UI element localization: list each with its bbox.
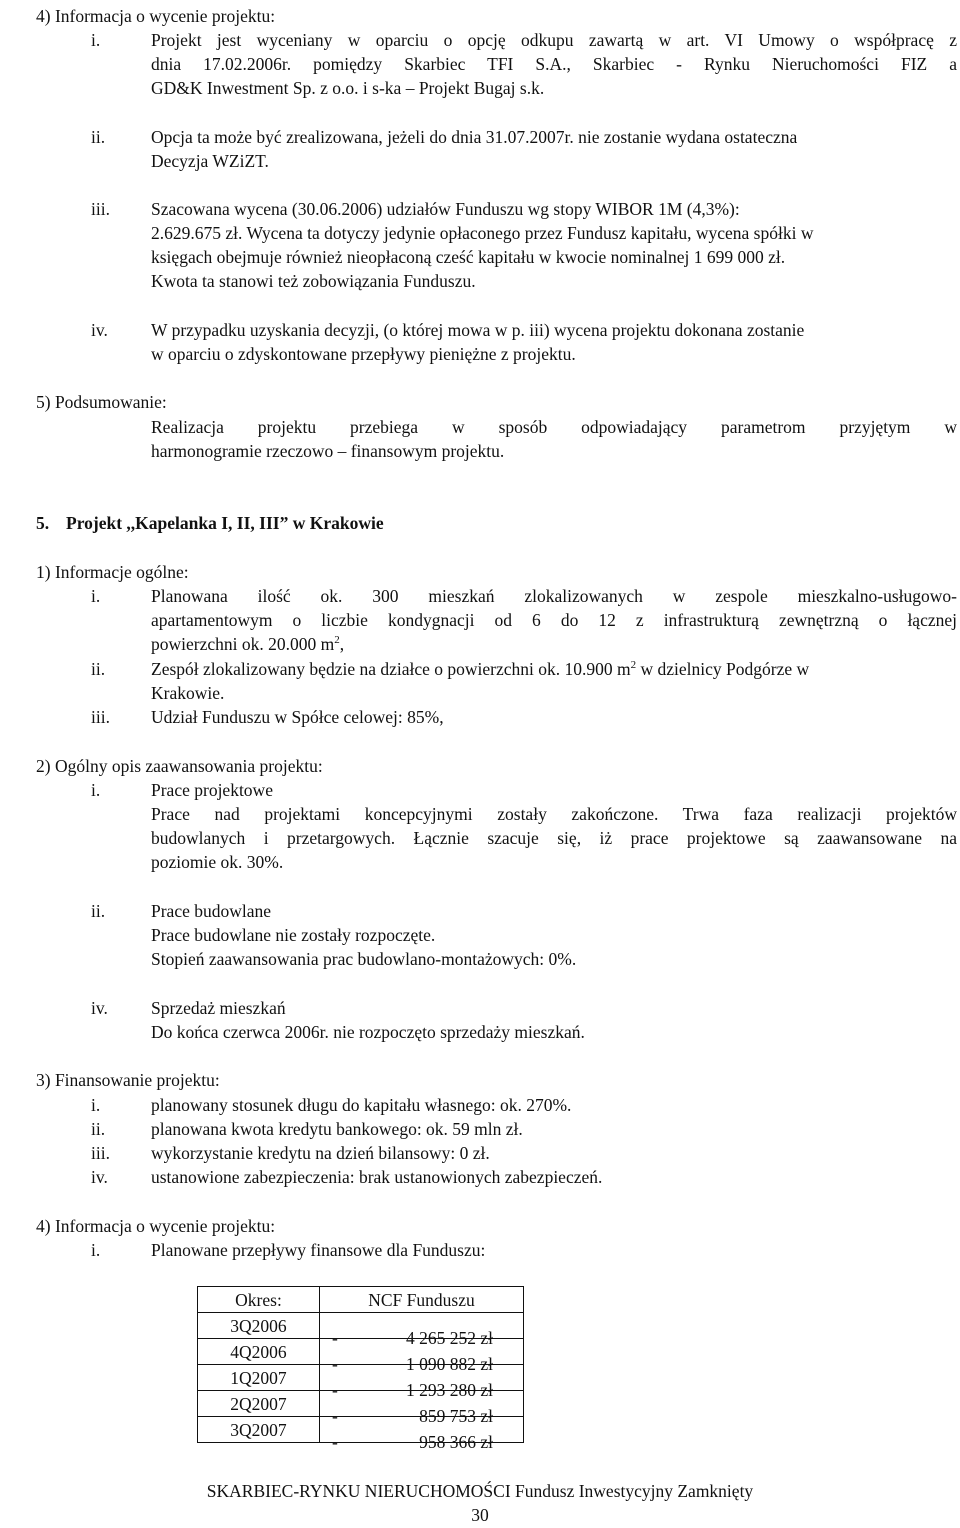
table-cell-period: 1Q2007 <box>198 1365 320 1391</box>
paragraph-line: Stopień zaawansowania prac budowlano-montażowych: 0%. <box>151 949 577 969</box>
list-number: iii. <box>91 199 110 219</box>
section-heading-general-info: 1) Informacje ogólne: <box>36 562 189 582</box>
list-number: iv. <box>91 1167 108 1187</box>
section-heading-valuation: 4) Informacja o wycenie projektu: <box>36 6 276 26</box>
paragraph-line: Projekt jest wyceniany w oparciu o opcję odkupu zawartą w art. VI Umowy o współpracę z <box>151 30 957 50</box>
superscript: 2 <box>630 659 637 672</box>
column-header-ncf: NCF Funduszu <box>320 1287 524 1313</box>
superscript: 2 <box>334 634 340 647</box>
paragraph-line: budowlanych i przetargowych. Łącznie szacuje się, iż prace projektowe są zaawansowane na <box>151 828 957 848</box>
section-heading-summary: 5) Podsumowanie: <box>36 392 167 412</box>
table-header-row <box>198 1287 524 1313</box>
section-heading-progress: 2) Ogólny opis zaawansowania projektu: <box>36 756 323 776</box>
list-number: iii. <box>91 1143 110 1163</box>
section-heading-valuation-2: 4) Informacja o wycenie projektu: <box>36 1216 276 1236</box>
table-cell-period: 3Q2007 <box>198 1417 320 1443</box>
paragraph-line: dnia 17.02.2006r. pomiędzy Skarbiec TFI S.A., Skarbiec - Rynku Nieruchomości FIZ a <box>151 54 957 74</box>
list-item-text: Planowane przepływy finansowe dla Funduszu: <box>151 1240 486 1260</box>
list-number: i. <box>91 780 101 800</box>
table-cell-ncf: - 1 090 882 zł <box>320 1339 524 1365</box>
paragraph-line: Prace projektowe <box>151 780 273 800</box>
page-footer: SKARBIEC-RYNKU NIERUCHOMOŚCI Fundusz Inwestycyjny Zamknięty <box>206 1481 754 1501</box>
paragraph-line: w oparciu o zdyskontowane przepływy pieniężne z projektu. <box>151 344 576 364</box>
list-item-text: planowana kwota kredytu bankowego: ok. 59 mln zł. <box>151 1119 523 1139</box>
paragraph-line: Prace budowlane <box>151 901 272 921</box>
paragraph-line: W przypadku uzyskania decyzji, (o której mowa w p. iii) wycena projektu dokonana zostanie <box>151 320 805 340</box>
project-title: Projekt ,,Kapelanka I, II, III” w Krakowie <box>66 513 384 533</box>
list-item-text: wykorzystanie kredytu na dzień bilansowy: 0 zł. <box>151 1143 490 1163</box>
list-number: iii. <box>91 707 110 727</box>
paragraph-line: poziomie ok. 30%. <box>151 852 284 872</box>
paragraph-line: 2.629.675 zł. Wycena ta dotyczy jedynie opłaconego przez Fundusz kapitału, wycena spółki w <box>151 223 814 243</box>
paragraph-line: apartamentowym o liczbie kondygnacji od 6 do 12 z infrastrukturą zewnętrzną o łącznej <box>151 610 957 630</box>
list-number: ii. <box>91 659 106 679</box>
table-cell-period: 4Q2006 <box>198 1339 320 1365</box>
paragraph-line: Zespół zlokalizowany będzie na działce o powierzchni ok. 10.900 $m^2$ w dzielnicy Podgórze w <box>151 659 810 679</box>
list-number: i. <box>91 30 101 50</box>
table-cell-ncf: - 958 366 zł <box>320 1417 524 1443</box>
table-row <box>198 1391 524 1417</box>
paragraph-line: harmonogramie rzeczowo – finansowym projektu. <box>151 441 505 461</box>
paragraph-line: Szacowana wycena (30.06.2006) udziałów Funduszu wg stopy WIBOR 1M (4,3%): <box>151 199 740 219</box>
list-number: ii. <box>91 127 106 147</box>
section-heading-financing: 3) Finansowanie projektu: <box>36 1070 220 1090</box>
list-number: i. <box>91 586 101 606</box>
paragraph-line: Udział Funduszu w Spółce celowej: 85%, <box>151 707 444 727</box>
list-number: iv. <box>91 320 108 340</box>
table-cell-ncf: - 1 293 280 zł <box>320 1365 524 1391</box>
page-number: 30 <box>471 1505 489 1525</box>
ncf-table <box>197 1286 524 1452</box>
paragraph-line: Prace budowlane nie zostały rozpoczęte. <box>151 925 436 945</box>
table-row <box>198 1313 524 1339</box>
paragraph-line: Krakowie. <box>151 683 225 703</box>
list-number: ii. <box>91 901 106 921</box>
paragraph-line: Do końca czerwca 2006r. nie rozpoczęto sprzedaży mieszkań. <box>151 1022 585 1042</box>
table-cell-ncf: - 859 753 zł <box>320 1391 524 1417</box>
paragraph-line: Kwota ta stanowi też zobowiązania Funduszu. <box>151 271 476 291</box>
table-cell-ncf: - 4 265 252 zł <box>320 1313 524 1339</box>
table-cell-period: 2Q2007 <box>198 1391 320 1417</box>
paragraph-line: Opcja ta może być zrealizowana, jeżeli do dnia 31.07.2007r. nie zostanie wydana ostateczna <box>151 127 798 147</box>
table-row <box>198 1365 524 1391</box>
paragraph-line: księgach obejmuje również nieopłaconą cześć kapitału w kwocie nominalnej 1 699 000 zł. <box>151 247 786 267</box>
paragraph-line: Decyzja WZiZT. <box>151 151 269 171</box>
list-item-text: ustanowione zabezpieczenia: brak ustanowionych zabezpieczeń. <box>151 1167 603 1187</box>
list-number: i. <box>91 1240 101 1260</box>
paragraph-line: powierzchni ok. 20.000 $m^2$, <box>151 634 345 654</box>
list-number: i. <box>91 1095 101 1115</box>
column-header-period: Okres: <box>198 1287 320 1313</box>
table-row <box>198 1339 524 1365</box>
paragraph-line: GD&K Inwestment Sp. z o.o. i s-ka – Projekt Bugaj s.k. <box>151 78 545 98</box>
paragraph-line: Planowana ilość ok. 300 mieszkań zlokalizowanych w zespole mieszkalno-usługowo- <box>151 586 957 606</box>
list-number: iv. <box>91 998 108 1018</box>
table-cell-period: 3Q2006 <box>198 1313 320 1339</box>
project-number: 5. <box>36 513 50 533</box>
paragraph-line: Prace nad projektami koncepcyjnymi zostały zakończone. Trwa faza realizacji projektów <box>151 804 957 824</box>
list-number: ii. <box>91 1119 106 1139</box>
paragraph-line: Sprzedaż mieszkań <box>151 998 286 1018</box>
table-row <box>198 1417 524 1443</box>
list-item-text: planowany stosunek długu do kapitału własnego: ok. 270%. <box>151 1095 572 1115</box>
paragraph-line: Realizacja projektu przebiega w sposób odpowiadający parametrom przyjętym w <box>151 417 957 437</box>
